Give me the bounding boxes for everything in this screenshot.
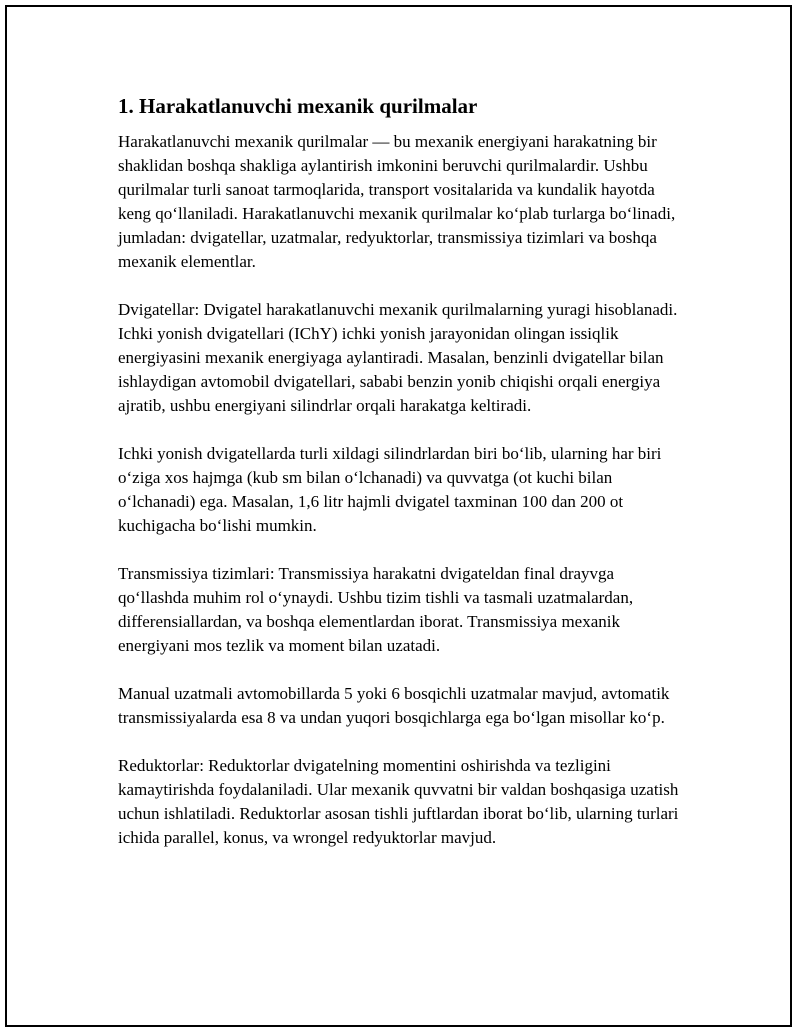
paragraph-gearboxes: Manual uzatmali avtomobillarda 5 yoki 6 bosqichli uzatmalar mavjud, avtomatik transmissiyalarda esa 8 va undan yuqori bosqichlarga ega bo‘lgan misollar ko‘p.	[118, 684, 670, 727]
paragraph-transmission: Transmissiya tizimlari: Transmissiya harakatni dvigateldan final drayvga qo‘llashda muhim rol o‘ynaydi. Ushbu tizim tishli va tasmali uzatmalardan, differensiallardan, va boshqa elementlardan iborat. Transmissiya mexanik energiyani mos tezlik va moment bilan uzatadi.	[118, 564, 634, 655]
section-heading: 1. Harakatlanuvchi mexanik qurilmalar	[118, 94, 478, 118]
paragraph-engines: Dvigatellar: Dvigatel harakatlanuvchi mexanik qurilmalarning yuragi hisoblanadi. Ichki yonish dvigatellari (IChY) ichki yonish jarayonidan olingan issiqlik energiyasini mexanik energiyaga aylantiradi. Masalan, benzinli dvigatellar bilan ishlaydigan avtomobil dvigatellari, sababi benzin yonib chiqishi orqali energiya ajratib, ushbu energiyani silindrlar orqali harakatga keltiradi.	[118, 300, 678, 415]
document-body	[118, 92, 688, 874]
paragraph-intro: Harakatlanuvchi mexanik qurilmalar — bu mexanik energiyani harakatning bir shaklidan boshqa shakliga aylantirish imkonini beruvchi qurilmalardir. Ushbu qurilmalar turli sanoat tarmoqlarida, transport vositalarida va kundalik hayotda keng qo‘llaniladi. Harakatlanuvchi mexanik qurilmalar ko‘plab turlarga bo‘linadi, jumladan: dvigatellar, uzatmalar, redyuktorlar, transmissiya tizimlari va boshqa mexanik elementlar.	[118, 132, 676, 271]
paragraph-reducers: Reduktorlar: Reduktorlar dvigatelning momentini oshirishda va tezligini kamaytirishda foydalaniladi. Ular mexanik quvvatni bir valdan boshqasiga uzatish uchun ishlatiladi. Reduktorlar asosan tishli juftlardan iborat bo‘lib, ularning turlari ichida parallel, konus, va wrongel redyuktorlar mavjud.	[118, 756, 679, 847]
paragraph-cylinders: Ichki yonish dvigatellarda turli xildagi silindrlardan biri bo‘lib, ularning har biri o‘ziga xos hajmga (kub sm bilan o‘lchanadi) va quvvatga (ot kuchi bilan o‘lchanadi) ega. Masalan, 1,6 litr hajmli dvigatel taxminan 100 dan 200 ot kuchigacha bo‘lishi mumkin.	[118, 444, 662, 535]
